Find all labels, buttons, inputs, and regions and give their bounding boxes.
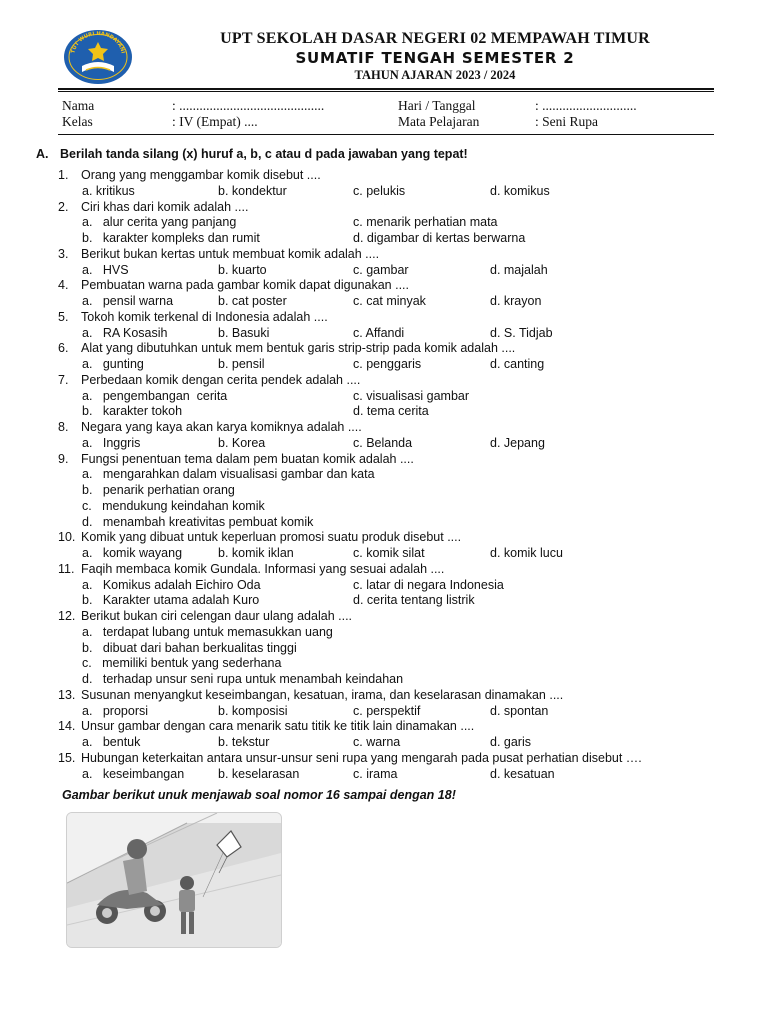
question-11 <box>58 562 444 578</box>
question-text: Orang yang menggambar komik disebut .... <box>81 168 321 182</box>
question-text: Perbedaan komik dengan cerita pendek adalah .... <box>81 372 361 387</box>
question-number: 12. <box>58 609 76 623</box>
answer-option-4-b[interactable]: b. cat poster <box>218 294 287 308</box>
answer-option-13-a[interactable]: a. proporsi <box>82 703 149 718</box>
answer-option-3-a[interactable]: a. HVS <box>82 262 129 277</box>
answer-option-5-b[interactable]: b. Basuki <box>218 325 270 340</box>
answer-option-15-c[interactable]: c. irama <box>353 766 398 781</box>
answer-option-5-c[interactable]: c. Affandi <box>353 325 405 340</box>
question-number: 7. <box>58 372 69 387</box>
answer-option-6-c[interactable]: c. penggaris <box>353 357 422 371</box>
answer-option-13-d[interactable]: d. spontan <box>490 703 549 718</box>
subject-label: Mata Pelajaran <box>398 114 480 129</box>
question-text: Negara yang kaya akan karya komiknya adalah .... <box>81 420 362 434</box>
question-4 <box>58 278 409 294</box>
question-number: 1. <box>58 168 69 182</box>
header-rule-thick <box>58 88 714 90</box>
date-label: Hari / Tanggal <box>398 98 476 113</box>
answer-option-8-a[interactable]: a. Inggris <box>82 435 141 450</box>
date-field[interactable]: : ............................ <box>535 98 637 113</box>
academic-year: TAHUN AJARAN 2023 / 2024 <box>354 68 516 82</box>
answer-option-14-d[interactable]: d. garis <box>490 735 531 749</box>
answer-option-3-b[interactable]: b. kuarto <box>218 262 267 277</box>
school-name: UPT SEKOLAH DASAR NEGERI 02 MEMPAWAH TIMUR <box>220 30 650 47</box>
class-value: : IV (Empat) .... <box>172 114 258 129</box>
question-number: 9. <box>58 451 69 466</box>
question-5 <box>58 310 328 326</box>
illustration-note: Gambar berikut unuk menjawab soal nomor 16 sampai dengan 18! <box>62 788 456 802</box>
answer-option-9-b[interactable]: b. penarik perhatian orang <box>82 483 235 497</box>
exam-title: SUMATIF TENGAH SEMESTER 2 <box>295 49 575 67</box>
answer-option-5-a[interactable]: a. RA Kosasih <box>82 325 168 340</box>
answer-option-2-b[interactable]: b. karakter kompleks dan rumit <box>82 231 260 245</box>
answer-option-12-a[interactable]: a. terdapat lubang untuk memasukkan uang <box>82 624 333 639</box>
question-text: Komik yang dibuat untuk keperluan promosi suatu produk disebut .... <box>81 530 462 545</box>
question-9 <box>58 452 414 468</box>
section-instruction <box>36 147 468 161</box>
question-8 <box>58 420 362 436</box>
question-number: 14. <box>58 719 76 734</box>
answer-option-2-c[interactable]: c. menarik perhatian mata <box>353 215 498 230</box>
question-10 <box>58 530 461 546</box>
question-text: Alat yang dibutuhkan untuk mem bentuk garis strip-strip pada komik adalah .... <box>81 341 516 356</box>
answer-option-3-c[interactable]: c. gambar <box>353 262 409 277</box>
question-number: 11. <box>58 561 75 576</box>
comic-scene-illustration <box>66 812 282 948</box>
question-number: 4. <box>58 278 69 293</box>
question-text: Faqih membaca komik Gundala. Informasi yang sesuai adalah .... <box>81 561 445 576</box>
identity-rule <box>58 134 714 135</box>
answer-option-12-c[interactable]: c. memiliki bentuk yang sederhana <box>82 656 282 671</box>
question-text: Susunan menyangkut keseimbangan, kesatuan, irama, dan keselarasan dinamakan .... <box>81 687 564 702</box>
answer-option-1-b[interactable]: b. kondektur <box>218 183 287 198</box>
answer-option-8-d[interactable]: d. Jepang <box>490 435 545 450</box>
answer-option-1-d[interactable]: d. komikus <box>490 183 550 198</box>
answer-option-15-a[interactable]: a. keseimbangan <box>82 766 185 781</box>
answer-option-3-d[interactable]: d. majalah <box>490 262 548 277</box>
answer-option-4-c[interactable]: c. cat minyak <box>353 294 426 308</box>
answer-option-15-d[interactable]: d. kesatuan <box>490 766 555 781</box>
question-15 <box>58 751 642 767</box>
question-number: 15. <box>58 750 76 765</box>
answer-option-12-b[interactable]: b. dibuat dari bahan berkualitas tinggi <box>82 640 297 655</box>
answer-option-13-b[interactable]: b. komposisi <box>218 703 288 718</box>
answer-option-12-d[interactable]: d. terhadap unsur seni rupa untuk menambah keindahan <box>82 672 404 686</box>
answer-option-7-c[interactable]: c. visualisasi gambar <box>353 388 470 403</box>
answer-option-7-b[interactable]: b. karakter tokoh <box>82 404 183 419</box>
question-7 <box>58 373 360 389</box>
section-letter: A. <box>36 147 49 161</box>
question-text: Berikut bukan ciri celengan daur ulang adalah .... <box>81 609 353 623</box>
answer-option-14-c[interactable]: c. warna <box>353 735 401 749</box>
name-label: Nama <box>62 98 95 113</box>
question-text: Ciri khas dari komik adalah .... <box>81 199 249 214</box>
question-13 <box>58 688 563 704</box>
question-text: Fungsi penentuan tema dalam pem buatan komik adalah .... <box>81 451 414 466</box>
answer-option-11-b[interactable]: b. Karakter utama adalah Kuro <box>82 593 260 608</box>
answer-option-10-a[interactable]: a. komik wayang <box>82 546 183 560</box>
name-field[interactable]: : ........................................... <box>172 98 325 113</box>
answer-option-7-a[interactable]: a. pengembangan cerita <box>82 388 228 403</box>
answer-option-5-d[interactable]: d. S. Tidjab <box>490 325 553 340</box>
answer-option-6-a[interactable]: a. gunting <box>82 357 144 371</box>
answer-option-6-b[interactable]: b. pensil <box>218 357 265 371</box>
answer-option-1-c[interactable]: c. pelukis <box>353 183 406 198</box>
question-number: 3. <box>58 246 69 261</box>
class-label: Kelas <box>62 114 93 129</box>
answer-option-11-d[interactable]: d. cerita tentang listrik <box>353 593 475 608</box>
answer-option-6-d[interactable]: d. canting <box>490 357 545 371</box>
answer-option-2-a[interactable]: a. alur cerita yang panjang <box>82 215 237 230</box>
subject-value: : Seni Rupa <box>535 114 598 129</box>
question-1 <box>58 168 321 184</box>
question-2 <box>58 200 248 216</box>
question-text: Unsur gambar dengan cara menarik satu titik ke titik lain dinamakan .... <box>81 719 475 734</box>
question-number: 2. <box>58 199 69 214</box>
question-number: 8. <box>58 420 69 434</box>
answer-option-14-b[interactable]: b. tekstur <box>218 735 270 749</box>
answer-option-14-a[interactable]: a. bentuk <box>82 735 141 749</box>
question-number: 5. <box>58 309 69 324</box>
tut-wuri-handayani-logo <box>62 28 134 86</box>
answer-option-10-b[interactable]: b. komik iklan <box>218 546 294 560</box>
question-text: Hubungan keterkaitan antara unsur-unsur seni rupa yang mengarah pada pusat perhatian disebut …. <box>81 750 642 765</box>
section-instruction-text: Berilah tanda silang (x) huruf a, b, c atau d pada jawaban yang tepat! <box>60 147 468 161</box>
answer-option-10-c[interactable]: c. komik silat <box>353 546 425 560</box>
answer-option-2-d[interactable]: d. digambar di kertas berwarna <box>353 231 526 245</box>
header-rule-thin <box>58 91 714 92</box>
answer-option-15-b[interactable]: b. keselarasan <box>218 766 300 781</box>
answer-option-10-d[interactable]: d. komik lucu <box>490 546 563 560</box>
answer-option-9-d[interactable]: d. menambah kreativitas pembuat komik <box>82 514 314 529</box>
question-number: 10. <box>58 530 76 545</box>
answer-option-7-d[interactable]: d. tema cerita <box>353 404 429 419</box>
answer-option-8-c[interactable]: c. Belanda <box>353 435 413 450</box>
answer-option-11-a[interactable]: a. Komikus adalah Eichiro Oda <box>82 577 261 592</box>
logo-motto: TUT WURI HANDAYANI <box>70 30 126 55</box>
answer-option-9-c[interactable]: c. mendukung keindahan komik <box>82 498 265 513</box>
question-text: Berikut bukan kertas untuk membuat komik adalah .... <box>81 246 380 261</box>
answer-option-4-a[interactable]: a. pensil warna <box>82 294 174 308</box>
question-text: Pembuatan warna pada gambar komik dapat digunakan .... <box>81 278 409 293</box>
answer-option-11-c[interactable]: c. latar di negara Indonesia <box>353 577 504 592</box>
question-12 <box>58 609 352 625</box>
question-14 <box>58 719 474 735</box>
question-text: Tokoh komik terkenal di Indonesia adalah .... <box>81 309 328 324</box>
question-3 <box>58 247 379 263</box>
answer-option-8-b[interactable]: b. Korea <box>218 435 266 450</box>
answer-option-1-a[interactable]: a. kritikus <box>82 183 135 198</box>
answer-option-13-c[interactable]: c. perspektif <box>353 703 421 718</box>
question-number: 13. <box>58 687 76 702</box>
question-6 <box>58 341 515 357</box>
answer-option-9-a[interactable]: a. mengarahkan dalam visualisasi gambar dan kata <box>82 467 375 482</box>
answer-option-4-d[interactable]: d. krayon <box>490 294 542 308</box>
question-number: 6. <box>58 341 69 356</box>
